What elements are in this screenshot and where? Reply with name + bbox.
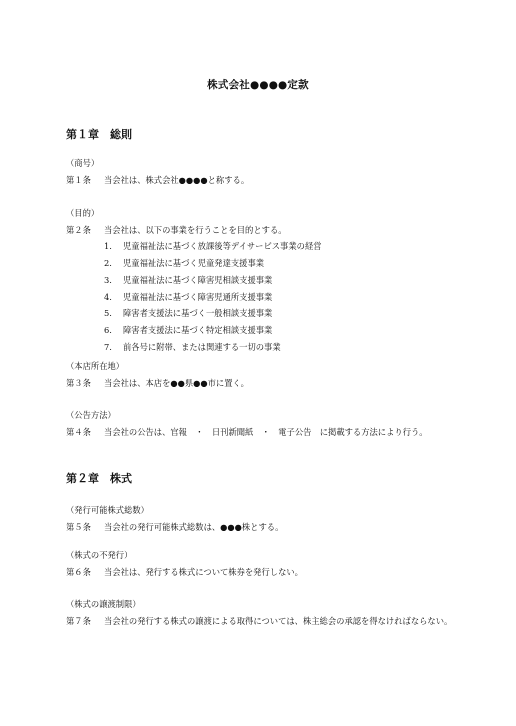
chapter-1-heading: 第１章 総則: [66, 128, 132, 141]
purpose-list: [66, 238, 456, 355]
article-6: [66, 547, 456, 580]
article-4: [66, 407, 456, 440]
article-2-text: 当会社は、以下の事業を行うことを目的とする。: [104, 224, 287, 235]
article-7-number: 第７条: [66, 615, 91, 626]
document-title: 株式会社●●●●定款: [207, 79, 309, 91]
article-5: [66, 502, 456, 535]
article-2-number: 第２条: [66, 224, 91, 235]
list-item: 6. 障害者支援法に基づく特定相談支援事業: [104, 324, 273, 335]
article-1-text: 当会社は、株式会社●●●●と称する。: [104, 174, 250, 185]
article-5-text: 当会社の発行可能株式総数は、●●●株とする。: [104, 521, 284, 532]
list-item: 3. 児童福祉法に基づく障害児相談支援事業: [104, 274, 273, 285]
article-4-caption: （公告方法）: [66, 410, 116, 420]
article-5-caption: （発行可能株式総数）: [66, 505, 149, 515]
list-item: 5. 障害者支援法に基づく一般相談支援事業: [104, 308, 273, 319]
article-3-text: 当会社は、本店を●●県●●市に置く。: [104, 377, 249, 388]
article-3-number: 第３条: [66, 377, 91, 388]
article-4-text: 当会社の公告は、官報 ・ 日刊新聞紙 ・ 電子公告 に掲載する方法により行う。: [104, 426, 428, 437]
article-7: [66, 596, 456, 629]
list-item: 2. 児童福祉法に基づく児童発達支援事業: [104, 258, 265, 269]
chapter-2-heading: 第２章 株式: [66, 472, 132, 485]
article-3-caption: （本店所在地）: [66, 361, 125, 371]
article-7-text: 当会社の発行する株式の譲渡による取得については、株主総会の承認を得なければならない。: [104, 615, 453, 626]
article-5-number: 第５条: [66, 521, 91, 532]
article-6-text: 当会社は、発行する株式について株券を発行しない。: [104, 566, 303, 577]
article-2-caption: （目的）: [66, 208, 100, 218]
article-1-number: 第１条: [66, 174, 91, 185]
article-1-caption: （商号）: [66, 158, 100, 168]
article-4-number: 第４条: [66, 426, 91, 437]
list-item: 1. 児童福祉法に基づく放課後等デイサービス事業の経営: [104, 241, 322, 252]
list-item: 7. 前各号に附帯、または関連する一切の事業: [104, 341, 281, 352]
article-6-caption: （株式の不発行）: [66, 550, 133, 560]
list-item: 4. 児童福祉法に基づく障害児通所支援事業: [104, 291, 273, 302]
article-1: [66, 155, 456, 188]
article-6-number: 第６条: [66, 566, 91, 577]
article-3: [66, 358, 456, 391]
article-2: [66, 205, 456, 355]
article-7-caption: （株式の譲渡制限）: [66, 599, 141, 609]
